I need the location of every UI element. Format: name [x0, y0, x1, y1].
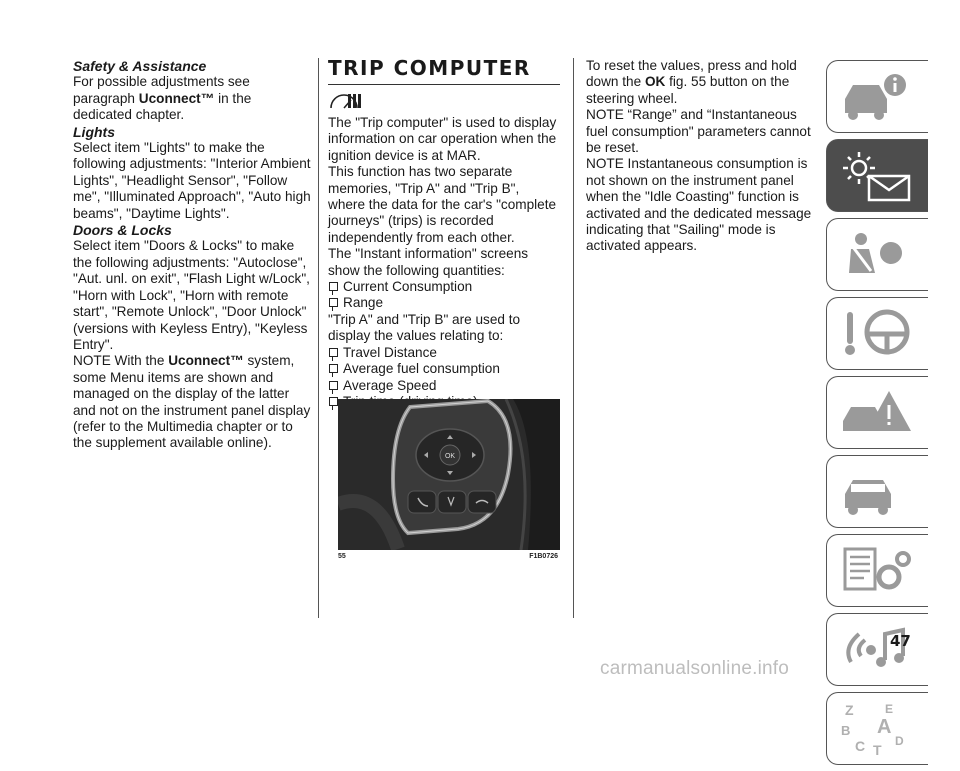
steering-wheel-figure	[338, 399, 560, 550]
car-info-icon	[837, 69, 917, 125]
list-item-label: Travel Distance	[343, 344, 437, 360]
list-item	[328, 345, 560, 361]
heading-lights: Lights	[73, 123, 115, 140]
index-letter: B	[841, 723, 851, 738]
right-column	[586, 58, 816, 255]
text: in the dedicated chapter.	[73, 90, 252, 123]
tab-lights-messages[interactable]	[826, 139, 928, 212]
paragraph-memories: This function has two separate memories, "Trip A" and "Trip B", where the data for the car's "complete journeys" (trips) is recorded independently from each other.	[328, 164, 557, 245]
page-number: 47	[890, 632, 911, 650]
paragraph-doors: Select item "Doors & Locks" to make the following adjustments: "Autoclose", "Aut. unl. on exit", "Flash Light w/Lock", "Horn with Lock", "Horn with remote start", "Remote Unlock", "Door Unlock" (versions with Keyless Entry), "Keyless Entry".	[73, 238, 310, 352]
list-item	[328, 361, 560, 377]
bullet-icon	[329, 348, 338, 357]
tab-warnings[interactable]	[826, 376, 928, 449]
paragraph-lights: Select item "Lights" to make the following adjustments: "Interior Ambient Lights", "Headlight Sensor", "Follow me", "Illuminated Approach", "Auto high beams", "Daytime Lights".	[73, 140, 311, 221]
figure-id: F1B0726	[529, 553, 558, 560]
list-item	[328, 378, 560, 394]
text: To reset the values, press and hold down the	[586, 58, 797, 90]
paragraph-safety	[73, 74, 313, 123]
list-item-label: Current Consumption	[343, 279, 473, 295]
index-letter: E	[885, 702, 894, 716]
figure-caption	[338, 553, 560, 560]
list-item	[328, 279, 560, 295]
trip-computer-gauge-icon	[328, 91, 364, 111]
index-letters-icon	[837, 701, 917, 757]
paragraph-note-uconnect	[73, 353, 313, 451]
paragraph-note-range: NOTE “Range” and “Instantaneous fuel consumption" parameters cannot be reset.	[586, 107, 811, 156]
column-divider	[318, 58, 319, 618]
bullet-icon	[329, 282, 338, 291]
uconnect-reference: Uconnect™	[138, 90, 215, 106]
list-item-label: Range	[343, 295, 384, 311]
section-title: TRIP COMPUTER	[328, 56, 531, 80]
index-letter: D	[895, 734, 904, 748]
tab-technical-data[interactable]	[826, 534, 928, 607]
uconnect-reference: Uconnect™	[168, 353, 244, 369]
index-letter: C	[855, 738, 866, 754]
tab-index[interactable]	[826, 692, 928, 765]
ok-button-reference: OK	[644, 74, 666, 90]
tab-car-info[interactable]	[826, 60, 928, 133]
bullet-icon	[329, 364, 338, 373]
seatbelt-airbag-icon	[837, 227, 917, 283]
text: system, some Menu items are shown and managed on the display of the latter and not on the instrument panel display (refer to the Multimedia chapter or to the supplement available online).	[73, 353, 311, 451]
paragraph-intro: The "Trip computer" is used to display information on car operation when the ignition device is at MAR.	[328, 115, 557, 163]
left-column	[73, 58, 313, 452]
heading-doors-locks: Doors & Locks	[73, 222, 172, 239]
tab-starting-driving[interactable]	[826, 297, 928, 370]
title-rule	[328, 84, 560, 85]
tab-service[interactable]	[826, 455, 928, 528]
car-warning-icon	[837, 385, 917, 441]
steering-key-icon	[837, 306, 917, 362]
multimedia-icon	[837, 622, 917, 678]
car-service-icon	[837, 464, 917, 520]
bullet-icon	[329, 381, 338, 390]
ok-button-label: OK	[444, 453, 456, 460]
heading-safety-assistance: Safety & Assistance	[73, 58, 207, 74]
text: For possible adjustments see paragraph	[73, 74, 250, 106]
list-item	[328, 295, 560, 311]
paragraph-trip-values: "Trip A" and "Trip B" are used to display the values relating to:	[328, 311, 521, 344]
tab-safety[interactable]	[826, 218, 928, 291]
figure-number: 55	[338, 553, 346, 560]
text: NOTE With the	[73, 353, 169, 369]
steering-wheel-controls-image	[338, 399, 560, 550]
index-letter: Z	[845, 702, 854, 718]
index-letter: A	[877, 716, 892, 738]
tab-multimedia[interactable]	[826, 613, 928, 686]
list-item-label: Average fuel consumption	[343, 361, 500, 377]
watermark: carmanualsonline.info	[600, 658, 790, 679]
bullet-icon	[329, 298, 338, 307]
text: fig. 55 button on the steering wheel.	[586, 74, 790, 106]
paragraph-note-idle: NOTE Instantaneous consumption is not shown on the instrument panel when the "Idle Coasting" function is activated and the dedicated message indicating that "Sailing" mode is activated appears.	[586, 156, 812, 254]
light-message-icon	[837, 148, 917, 204]
bullet-icon	[329, 397, 338, 406]
paragraph-instant: The "Instant information" screens show the following quantities:	[328, 246, 529, 278]
middle-column	[328, 58, 560, 410]
chapter-tabs	[826, 60, 928, 771]
list-item-label: Average Speed	[343, 377, 437, 393]
settings-list-icon	[837, 543, 917, 599]
index-letter: T	[873, 742, 882, 757]
column-divider	[573, 58, 574, 618]
paragraph-reset	[586, 58, 816, 107]
